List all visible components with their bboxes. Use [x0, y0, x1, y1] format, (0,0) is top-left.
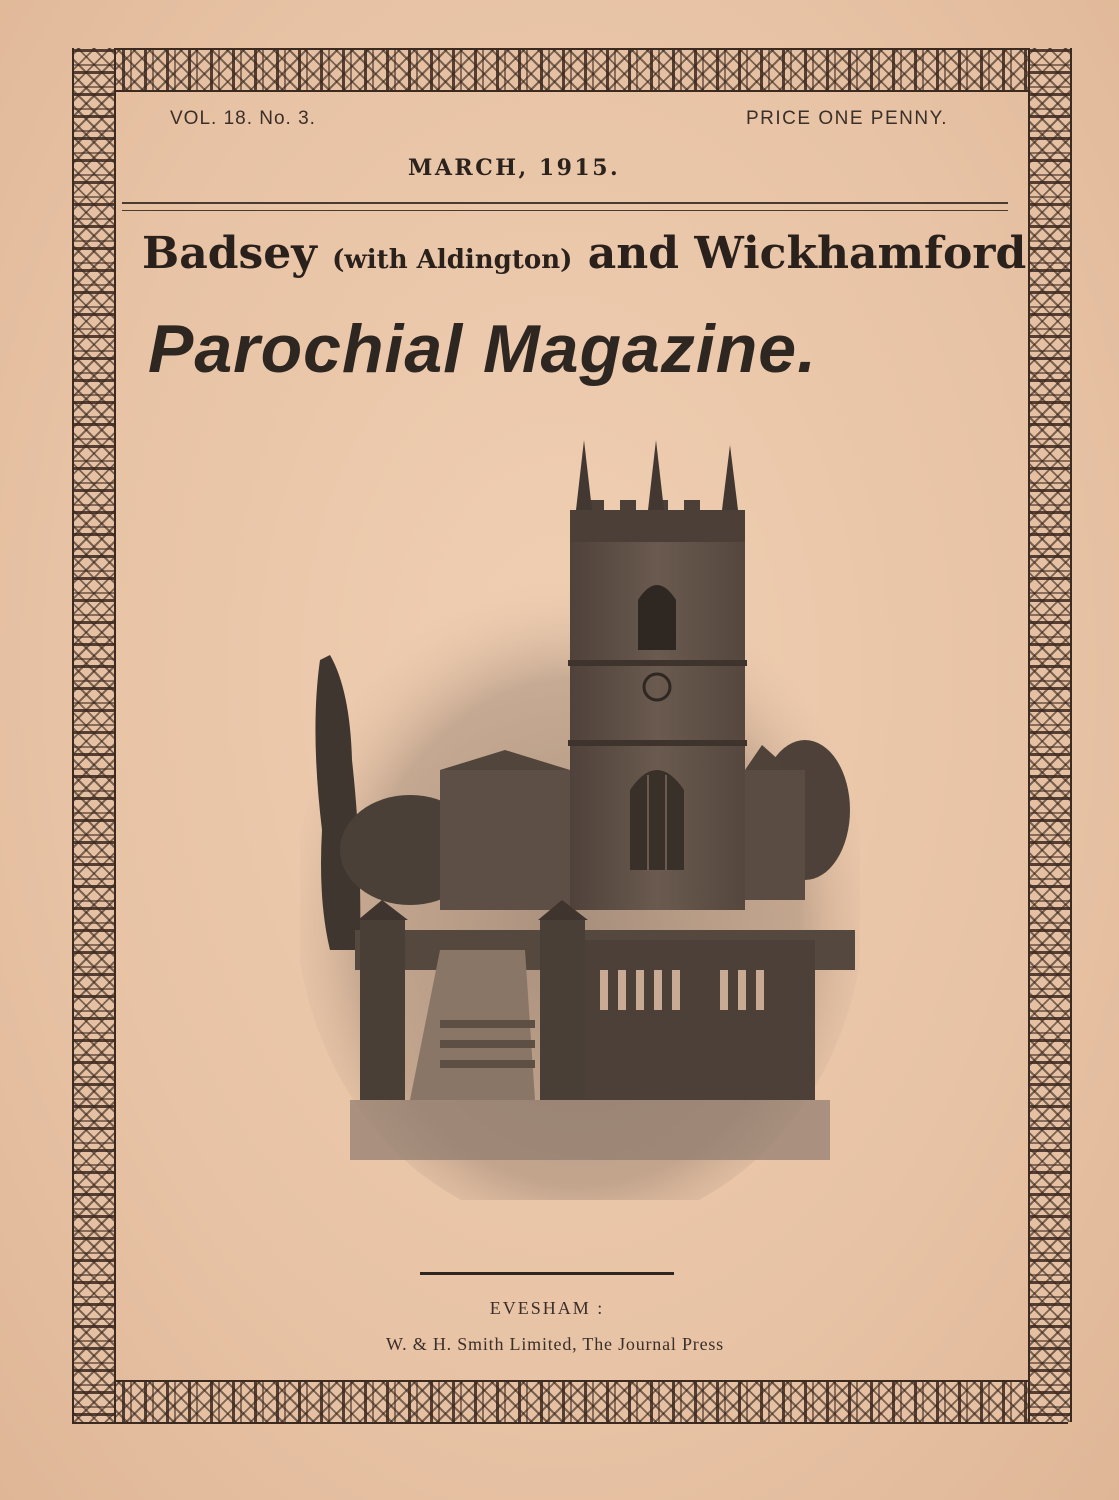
- ornamental-border-left: [72, 48, 116, 1422]
- issue-date: MARCH, 1915.: [408, 155, 621, 181]
- masthead-and: and: [587, 228, 679, 279]
- magazine-title: Parochial Magazine.: [148, 311, 817, 387]
- double-rule-divider: [122, 202, 1008, 211]
- publication-town: EVESHAM :: [489, 1298, 605, 1318]
- ornamental-border-right: [1028, 48, 1072, 1422]
- ornamental-border-bottom: [72, 1380, 1068, 1424]
- church-tower-photo: [300, 430, 860, 1200]
- parish-wickhamford: Wickhamford: [694, 228, 1027, 279]
- ornamental-border-top: [72, 48, 1068, 92]
- price-label: PRICE ONE PENNY.: [746, 108, 949, 129]
- publisher-line: W. & H. Smith Limited, The Journal Press: [386, 1334, 724, 1354]
- footer-rule: [420, 1272, 674, 1275]
- volume-number: VOL. 18. No. 3.: [170, 108, 316, 129]
- masthead-parishes: [142, 228, 1027, 279]
- parish-badsey: Badsey: [142, 228, 317, 279]
- parish-aldington-note: (with Aldington): [332, 245, 573, 275]
